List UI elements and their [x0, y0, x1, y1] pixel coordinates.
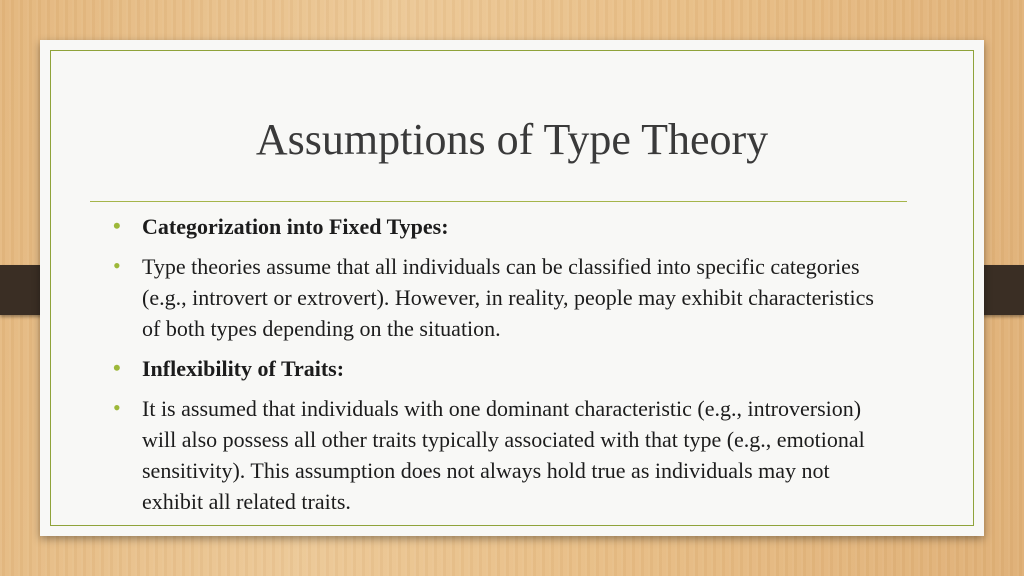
bullet-item-heading-inflexibility — [110, 353, 880, 384]
title-divider — [90, 201, 907, 202]
bullet-text: Inflexibility of Traits: — [142, 356, 345, 381]
bullet-text: It is assumed that individuals with one dominant characteristic (e.g., introversion) will also possess all other traits typically associated with that type (e.g., emotional sensitivity). This assumption does not always hold true as individuals may not exhibit all related traits. — [142, 396, 865, 514]
bullet-item-fixed-types-description — [110, 251, 880, 344]
bullet-icon: • — [113, 253, 121, 278]
bullet-item-inflexibility-description — [110, 393, 880, 517]
bullet-icon: • — [113, 395, 121, 420]
bullet-list — [110, 211, 880, 526]
bullet-text: Categorization into Fixed Types: — [142, 214, 449, 239]
bullet-item-heading-fixed-types — [110, 211, 880, 242]
bullet-icon: • — [113, 355, 121, 380]
slide-title: Assumptions of Type Theory — [255, 115, 769, 164]
bullet-text: Type theories assume that all individuals can be classified into specific categories (e.g., introvert or extrovert). However, in reality, people may exhibit characteristics of both types depending on the situation. — [142, 254, 874, 341]
bullet-icon: • — [113, 213, 121, 238]
slide-card — [40, 40, 984, 536]
